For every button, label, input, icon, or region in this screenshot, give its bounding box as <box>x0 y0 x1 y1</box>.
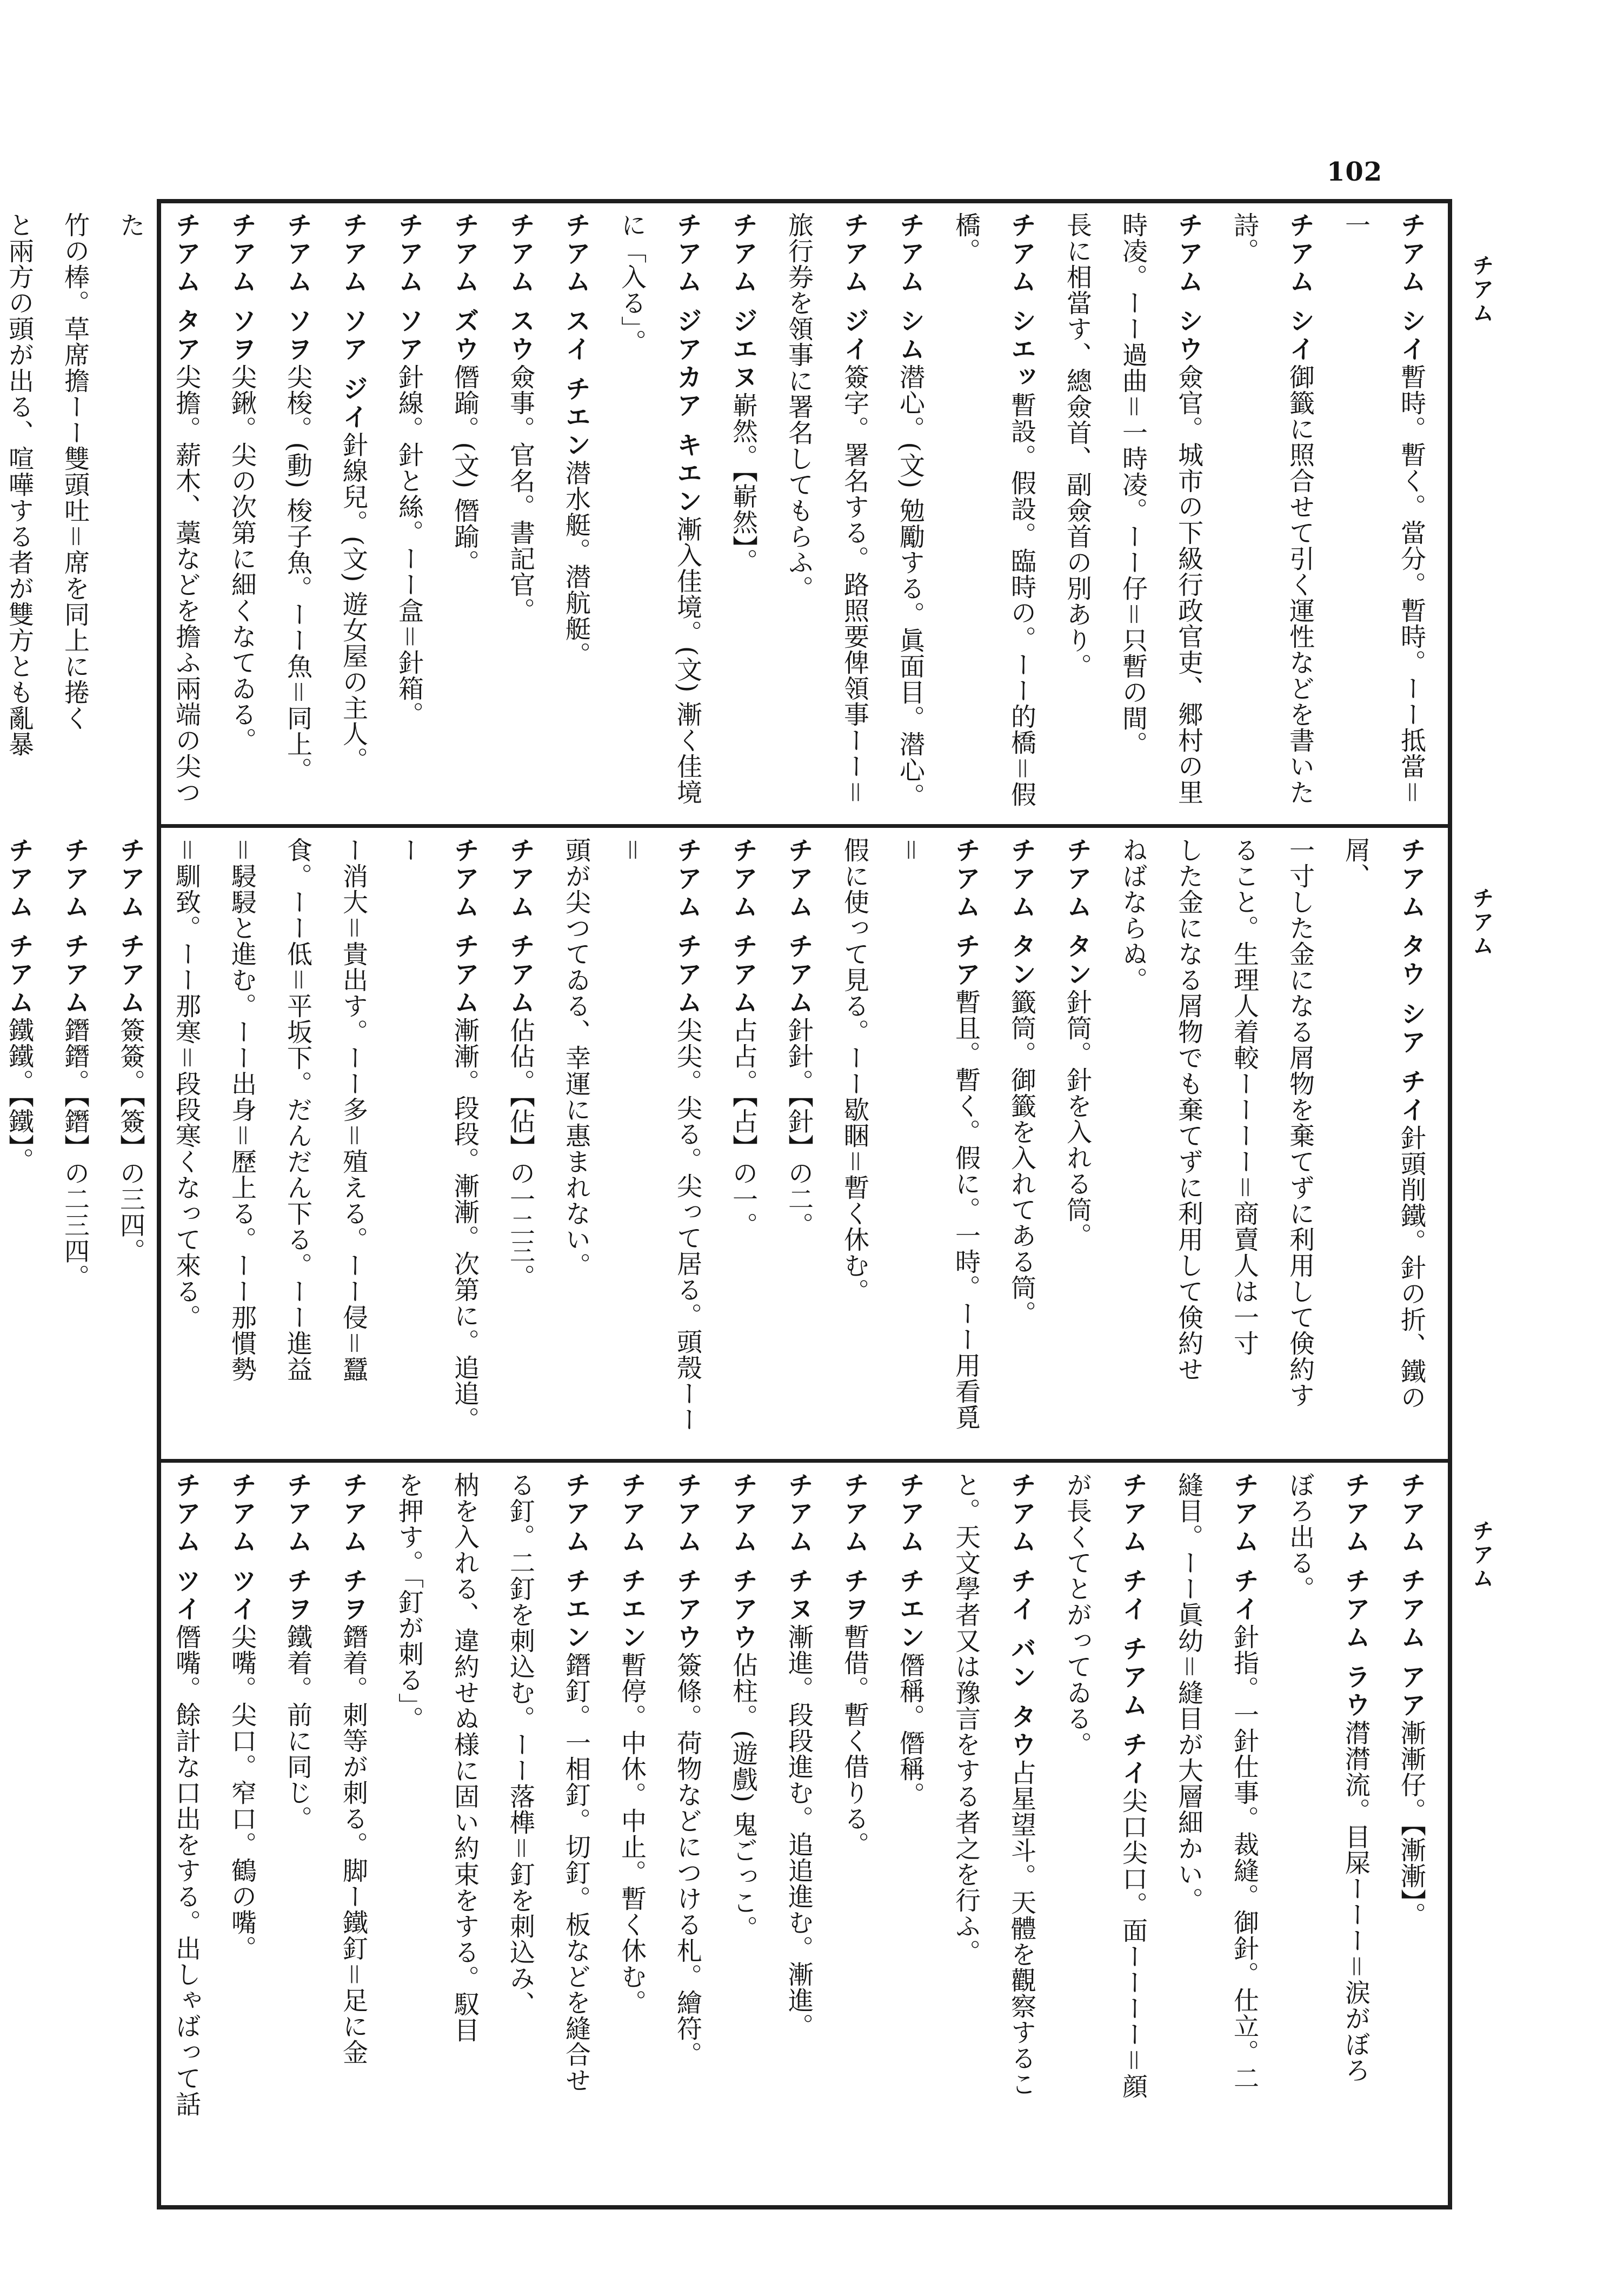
entry-definition: ＝馴致。ーー那寒＝段段寒くなって來る。 <box>171 837 201 1330</box>
dictionary-entry <box>771 837 827 1455</box>
dictionary-entry <box>994 1472 1049 2202</box>
dictionary-entry <box>548 837 604 1455</box>
dictionary-entry <box>0 212 47 820</box>
entry-headword: チアム ジアカア キエン <box>673 212 702 516</box>
entry-definition: 旅行券を領事に署名してもらふ。 <box>784 212 814 601</box>
entry-definition: 簽簽。【簽】の三四。 <box>116 1017 145 1264</box>
entry-definition: 針線。針と絲。ーー盒＝針箱。 <box>394 364 424 728</box>
entry-headword: チアム チイ バン タウ <box>1007 1472 1036 1760</box>
entry-definition: 暫設。假設。臨時の。ーー的橋＝假橋。 <box>951 212 1036 808</box>
entry-definition: 尖口尖口。面ーーーー＝顔 <box>1118 1788 1148 2100</box>
section-divider-2 <box>157 1459 1452 1463</box>
entry-definition: 漸漸。段段。漸漸。次第に。追追。ー <box>394 837 480 1433</box>
entry-definition: 簽字。署名する。路照要俾領事ーー＝ <box>840 364 869 806</box>
entry-headword: チアム チアム <box>450 837 480 1018</box>
dictionary-entry <box>771 1472 827 2202</box>
entry-headword: チアム チエン <box>617 1472 647 1653</box>
entry-definition: 枘を入れる、違約せぬ様に固い約束をする。馭目 <box>450 1472 480 2043</box>
dictionary-entry <box>771 212 827 820</box>
dictionary-entry <box>1105 837 1161 1455</box>
entry-headword: チアム チアム <box>673 837 702 1018</box>
entry-definition: 御籤に照合せて引く運性などを書いた詩。 <box>1229 212 1315 806</box>
section-entries <box>0 212 1439 820</box>
dictionary-entry <box>548 212 604 820</box>
dictionary-entry <box>827 837 882 1455</box>
entry-definition: 長に相當す、總僉首、副僉首の別あり。 <box>1062 212 1092 679</box>
entry-headword: チアム チヲ <box>840 1472 869 1624</box>
dictionary-entry <box>381 837 493 1455</box>
entry-definition: 僭嘴。餘計な口出をする。出しゃばって話 <box>171 1624 201 2118</box>
dictionary-entry <box>882 1472 938 2202</box>
dictionary-entry <box>1049 1472 1105 2202</box>
entry-headword: チアム タン <box>1062 837 1092 990</box>
dictionary-entry <box>103 837 158 1455</box>
dictionary-entry <box>270 212 325 820</box>
dictionary-entry <box>493 837 548 1455</box>
entry-definition: る釘。二釘を刺込む。ーー落榫＝釘を刺込み、 <box>505 1472 535 2017</box>
entry-headword: チアム チイ チアム チイ <box>1118 1472 1148 1788</box>
entry-definition: 頭が尖つてゐる、幸運に惠まれない。 <box>561 837 591 1278</box>
entry-definition: 漸進。段段進む。追追進む。漸進。 <box>784 1624 814 2040</box>
dictionary-entry <box>548 1472 604 2202</box>
entry-headword: チアム チアム <box>60 837 90 1018</box>
entry-headword: チアム シウ <box>1174 212 1203 364</box>
entry-definition: 縫目。ーー眞幼＝縫目が大層細かい。 <box>1174 1472 1203 1913</box>
entry-definition: 一寸した金になる屑物を棄てずに利用して倹約す <box>1285 837 1315 1408</box>
dictionary-entry <box>715 212 771 820</box>
entry-headword: チアム チヲ <box>283 1472 312 1624</box>
dictionary-entry <box>604 1472 660 2202</box>
entry-headword: チアム ジエヌ <box>728 212 758 393</box>
dictionary-entry <box>994 837 1049 1455</box>
dictionary-entry <box>1216 1472 1272 2202</box>
entry-definition: 僉事。官名。書記官。 <box>505 364 535 624</box>
entry-headword: チアム ジイ <box>840 212 869 364</box>
entry-headword: チアム チアム <box>4 837 34 1018</box>
entry-headword: チアム シイ <box>1396 212 1426 364</box>
dictionary-section-2 <box>4 837 1440 1455</box>
dictionary-entry <box>1161 212 1216 820</box>
dictionary-entry <box>1161 837 1216 1455</box>
dictionary-entry <box>715 837 771 1455</box>
dictionary-entry <box>437 212 493 820</box>
running-head-1: チアム <box>1469 254 1494 326</box>
entry-definition: 簽條。荷物などにつける札。繪符。 <box>673 1652 702 2068</box>
page-number: 102 <box>1327 157 1383 187</box>
entry-definition: と。天文學者又は豫言をする者之を行ふ。 <box>951 1472 981 1965</box>
entry-definition: 尖擔。薪木、藁などを擔ふ兩端の尖つた <box>116 212 201 806</box>
entry-headword: チアム チアウ <box>673 1472 702 1653</box>
entry-definition: 尖鍬。尖の次第に細くなてゐる。 <box>227 364 257 754</box>
entry-definition: 僉官。城市の下級行政官吏、郷村の里 <box>1174 364 1203 806</box>
section-divider-1 <box>157 824 1452 828</box>
entry-headword: チアム チエン <box>561 1472 591 1653</box>
dictionary-entry <box>325 1472 381 2202</box>
entry-definition: 僭踰。(文) 僭踰。 <box>450 364 480 575</box>
entry-headword: チアム チヌ <box>784 1472 814 1624</box>
dictionary-entry <box>604 212 715 820</box>
entry-headword: チアム シエッ <box>1007 212 1036 393</box>
dictionary-entry <box>1049 212 1105 820</box>
entry-definition: 占星望斗。天體を觀察するこ <box>1007 1760 1036 2098</box>
dictionary-entry <box>47 837 103 1455</box>
entry-definition: 時凌。ーー過曲＝一時凌。ーー仔＝只暫の間。 <box>1118 212 1148 757</box>
dictionary-entry <box>381 212 437 820</box>
entry-definition: 尖尖。尖る。尖って居る。頭殼ーー＝ <box>617 837 702 1433</box>
running-head-2: チアム <box>1469 887 1494 958</box>
entry-headword: チアム ツイ <box>227 1472 257 1624</box>
entry-headword: チアム タン <box>1007 837 1036 990</box>
entry-definition: 占占。【占】の一。 <box>728 1017 758 1238</box>
dictionary-entry <box>660 1472 715 2202</box>
entry-headword: チアム チアム <box>728 837 758 1018</box>
dictionary-entry <box>325 212 381 820</box>
entry-definition: 竹の棒。草席擔ーー雙頭吐＝席を同上に捲く <box>60 212 90 731</box>
entry-definition: 鐕鐕。【鐕】の二三四。 <box>60 1017 90 1290</box>
entry-definition: 鐕釘。一相釘。切釘。板などを縫合せ <box>561 1652 591 2094</box>
entry-headword: チアム チアウ <box>728 1472 758 1653</box>
dictionary-entry <box>325 837 381 1455</box>
entry-definition: 嶄然。【嶄然】。 <box>728 392 758 575</box>
entry-definition: 尖梭。(動) 梭子魚。ーー魚＝同上。 <box>283 364 312 783</box>
entry-definition: 暫停。中休。中止。暫く休む。 <box>617 1652 647 2016</box>
dictionary-entry <box>270 837 325 1455</box>
dictionary-entry <box>1161 1472 1216 2202</box>
dictionary-entry <box>214 837 270 1455</box>
dictionary-entry <box>493 1472 548 2202</box>
dictionary-entry <box>47 212 103 820</box>
dictionary-entry <box>0 837 47 1455</box>
entry-definition: と兩方の頭が出る、喧嘩する者が雙方とも亂暴 <box>4 212 34 757</box>
dictionary-entry <box>1328 1472 1383 2202</box>
entry-headword: チアム スウ <box>505 212 535 364</box>
entry-definition: 針頭削鐵。針の折、鐵の屑、 <box>1341 837 1426 1411</box>
dictionary-entry <box>938 212 1049 820</box>
dictionary-section-3 <box>169 1472 1440 2202</box>
entry-definition: 尖嘴。尖口。窄口。鶴の嘴。 <box>227 1624 257 1962</box>
dictionary-entry <box>158 837 214 1455</box>
entry-definition: 食。ーー低＝平坂下。だんだん下る。ーー進益 <box>283 837 312 1382</box>
entry-definition: 潸潸流。目屎ーーー＝涙がぼろ <box>1341 1720 1371 2083</box>
entry-definition: ＝駸駸と進む。ーー出身＝歷上る。ーー那慣勢 <box>227 837 257 1382</box>
entry-headword: チアム チア <box>951 837 981 990</box>
dictionary-entry <box>270 1472 325 2202</box>
dictionary-entry <box>1216 212 1328 820</box>
dictionary-entry <box>1328 837 1439 1455</box>
entry-definition: 暫時。暫く。當分。暫時。ーー抵當＝一 <box>1341 212 1426 806</box>
entry-headword: チアム チイ <box>1229 1472 1259 1624</box>
entry-headword: チアム チアム <box>116 837 145 1018</box>
entry-definition: ー消大＝貴出す。ーー多＝殖える。ーー侵＝蠶 <box>338 837 368 1382</box>
dictionary-entry <box>1272 837 1328 1455</box>
dictionary-entry <box>1272 1472 1328 2202</box>
entry-definition: 漸漸仔。【漸漸】。 <box>1396 1720 1426 1928</box>
running-head-3: チアム <box>1469 1519 1494 1591</box>
entry-definition: 漸入佳境。(文) 漸く佳境に「入る」。 <box>617 212 702 806</box>
section-entries <box>158 1472 1439 2202</box>
dictionary-entry <box>381 1472 437 2202</box>
dictionary-entry <box>882 837 994 1455</box>
entry-definition: 暫且。暫く。假に。一時。ーー用看覓＝ <box>895 837 981 1431</box>
dictionary-entry <box>604 837 715 1455</box>
entry-definition: 針線兒。(文) 遊女屋の主人。 <box>338 432 368 773</box>
dictionary-entry <box>882 212 938 820</box>
entry-definition: ぼろ出る。 <box>1285 1472 1315 1602</box>
entry-headword: チアム シム <box>895 212 925 364</box>
dictionary-entry <box>1383 1472 1439 2202</box>
entry-headword: チアム チアム ラウ <box>1341 1472 1371 1720</box>
entry-headword: チアム シイ <box>1285 212 1315 364</box>
dictionary-entry <box>1105 1472 1161 2202</box>
dictionary-entry <box>1049 837 1105 1455</box>
entry-headword: チアム スイ チエン <box>561 212 591 460</box>
entry-definition: 籤筒。御籤を入れてある筒。 <box>1007 989 1036 1327</box>
entry-headword: チアム チエン <box>895 1472 925 1653</box>
section-entries <box>0 837 1439 1455</box>
entry-headword: チアム ソア <box>394 212 424 364</box>
entry-definition: した金になる屑物でも棄てずに利用して倹約せ <box>1174 837 1203 1382</box>
entry-definition: ること。生理人着較ーーーー＝商賣人は一寸 <box>1229 837 1259 1356</box>
entry-definition: 假に使って見る。ーー歇睏＝暫く休む。 <box>840 837 869 1304</box>
dictionary-entry <box>1216 837 1272 1455</box>
entry-headword: チアム チヲ <box>338 1472 368 1624</box>
dictionary-entry <box>103 212 214 820</box>
entry-headword: チアム タウ シア チイ <box>1396 837 1426 1125</box>
dictionary-entry <box>938 1472 994 2202</box>
dictionary-entry <box>214 1472 270 2202</box>
dictionary-entry <box>715 1472 771 2202</box>
entry-headword: チアム タア <box>171 212 201 364</box>
entry-definition: 鐵鐵。【鐵】。 <box>4 1017 34 1174</box>
entry-definition: 佔柱。(遊戲) 鬼ごっこ。 <box>728 1652 758 1941</box>
entry-definition: 僭稱。僭稱。 <box>895 1652 925 1808</box>
entry-headword: チアム ズウ <box>450 212 480 364</box>
entry-definition: 針針。【針】の二。 <box>784 1017 814 1238</box>
entry-headword: チアム ツイ <box>171 1472 201 1624</box>
dictionary-entry <box>827 212 882 820</box>
entry-definition: 鐕着。刺等が刺る。脚ー鐵釘＝足に金 <box>338 1624 368 2066</box>
dictionary-entry <box>827 1472 882 2202</box>
entry-definition: 暫借。暫く借りる。 <box>840 1624 869 1858</box>
entry-definition: 鐵着。前に同じ。 <box>283 1624 312 1832</box>
entry-definition: 潜水艇。潜航艇。 <box>561 460 591 668</box>
entry-definition: 佔佔。【佔】の一二三。 <box>505 1017 535 1290</box>
entry-headword: チアム チアム <box>505 837 535 1018</box>
entry-definition: が長くてとがってゐる。 <box>1062 1472 1092 1757</box>
dictionary-entry <box>437 1472 493 2202</box>
entry-headword: チアム チアム アア <box>1396 1472 1426 1720</box>
entry-headword: チアム ソヲ <box>283 212 312 364</box>
entry-headword: チアム ソア ジイ <box>338 212 368 432</box>
dictionary-section-1 <box>4 212 1440 820</box>
entry-definition: 針筒。針を入れる筒。 <box>1062 989 1092 1249</box>
entry-definition: を押す。「釘が刺る」。 <box>394 1472 424 1732</box>
entry-definition: 潜心。(文) 勉勵する。眞面目。潜心。 <box>895 364 925 809</box>
entry-headword: チアム ソヲ <box>227 212 257 364</box>
entry-definition: 針指。一針仕事。裁縫。御針。仕立。二 <box>1229 1624 1259 2092</box>
entry-headword: チアム チアム <box>784 837 814 1018</box>
dictionary-entry <box>1105 212 1161 820</box>
dictionary-entry <box>493 212 548 820</box>
dictionary-entry <box>1328 212 1439 820</box>
dictionary-entry <box>158 1472 214 2202</box>
entry-definition: ねばならぬ。 <box>1118 837 1148 993</box>
dictionary-entry <box>214 212 270 820</box>
